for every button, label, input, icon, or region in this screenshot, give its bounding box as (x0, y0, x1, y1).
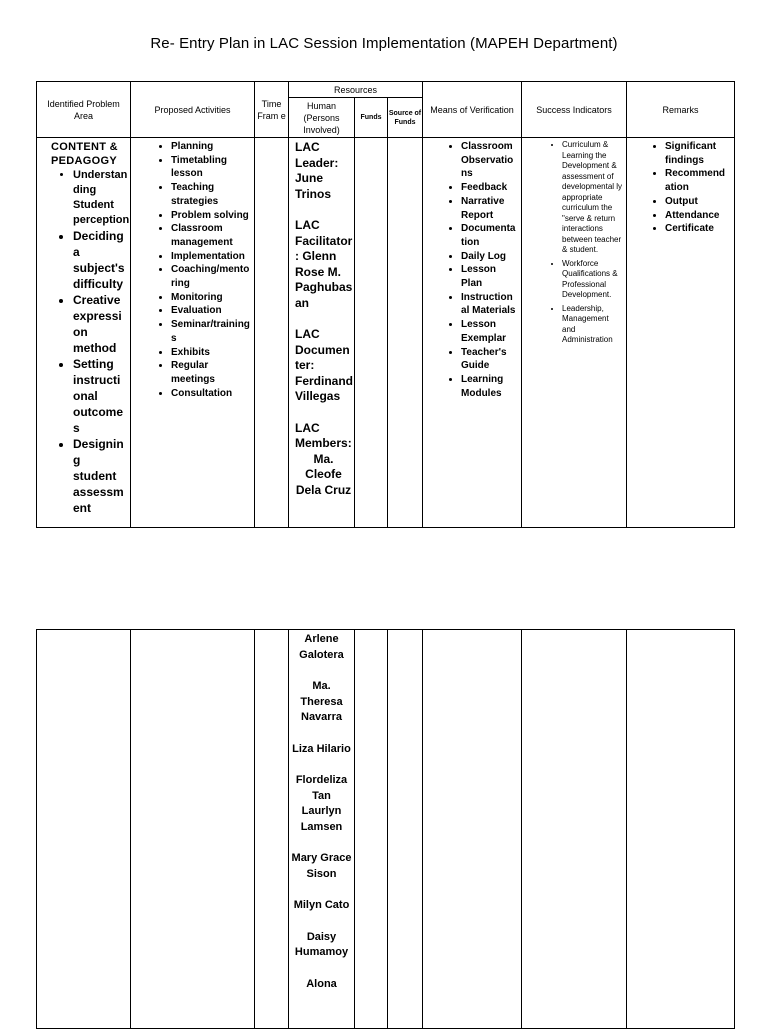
human-cell (289, 138, 355, 528)
plan-table-page-1 (36, 81, 735, 528)
list-item: • Narrative Report (461, 195, 519, 222)
remarks-cell (627, 630, 735, 1029)
list-item: • Understan ding Student perception (73, 168, 126, 228)
list-item: • Problem solving (171, 209, 252, 223)
success-indicators-cell (522, 630, 627, 1029)
source-of-funds-cell (388, 138, 423, 528)
list-item: • Coaching/mento ring (171, 263, 252, 290)
list-item: • Leadership, Management and Administration (562, 304, 624, 346)
list-item: • Consultation (171, 387, 252, 401)
list-item: • Creative expressi on method (73, 292, 126, 356)
list-item: • Implementation (171, 250, 252, 264)
list-item: • Learning Modules (461, 373, 519, 400)
header-human: Human (Persons Involved) (289, 98, 355, 138)
list-item: • Deciding a subject's difficulty (73, 228, 126, 292)
proposed-activities-cell (131, 630, 255, 1029)
header-problem-area: Identified Problem Area (37, 82, 131, 138)
list-item: • Output (665, 195, 732, 209)
lac-member: Milyn Cato (293, 899, 350, 911)
lac-member: Ma. Theresa Navarra (300, 680, 343, 723)
header-remarks: Remarks (627, 82, 735, 138)
list-item: • Lesson Plan (461, 263, 519, 290)
list-item: • Seminar/training s (171, 318, 252, 345)
remarks-cell (627, 138, 735, 528)
lac-members-label: LAC Members: (295, 420, 352, 450)
list-item: • Attendance (665, 209, 732, 223)
list-item: • Feedback (461, 181, 519, 195)
funds-cell (355, 138, 388, 528)
list-item: • Designin g student assessm ent (73, 436, 126, 516)
problem-area-list (51, 168, 130, 516)
list-item: • Evaluation (171, 304, 252, 318)
proposed-activities-list (153, 140, 252, 400)
header-resources: Resources (289, 82, 423, 98)
list-item: • Documenta tion (461, 222, 519, 249)
lac-member: Arlene Galotera (299, 633, 344, 661)
list-item: • Setting instructi onal outcome s (73, 356, 126, 436)
header-proposed-activities: Proposed Activities (131, 82, 255, 138)
list-item: • Daily Log (461, 250, 519, 264)
list-item: • Workforce Qualifications & Professional Development. (562, 259, 624, 301)
header-funds: Funds (355, 98, 388, 138)
lac-facilitator: LAC Facilitator : Glenn Rose M. Paghubas an (295, 218, 353, 310)
lac-documenter: LAC Documen ter: Ferdinand Villegas (295, 327, 354, 403)
remarks-list (649, 140, 732, 236)
list-item: • Lesson Exemplar (461, 318, 519, 345)
proposed-activities-cell (131, 138, 255, 528)
means-of-verification-list (445, 140, 519, 400)
means-of-verification-cell (423, 630, 522, 1029)
list-item: • Classroom management (171, 222, 252, 249)
human-cell (289, 630, 355, 1029)
list-item: • Exhibits (171, 346, 252, 360)
lac-member: Liza Hilario (292, 742, 351, 755)
time-frame-cell (255, 630, 289, 1029)
funds-cell (355, 630, 388, 1029)
success-indicators-cell (522, 138, 627, 528)
list-item: • Teaching strategies (171, 181, 252, 208)
plan-table-page-2 (36, 629, 735, 1029)
lac-member: Alona (306, 977, 337, 990)
lac-member: Ma. Cleofe Dela Cruz (295, 451, 352, 497)
list-item: • Significant findings (665, 140, 732, 167)
list-item: • Regular meetings (171, 359, 252, 386)
problem-area-cell (37, 630, 131, 1029)
source-of-funds-cell (388, 630, 423, 1029)
header-source-of-funds: Source of Funds (388, 98, 423, 138)
success-indicators-list (544, 140, 624, 346)
list-item: • Certificate (665, 222, 732, 236)
lac-leader: LAC Leader: June Trinos (295, 140, 339, 201)
header-means-of-verification: Means of Verification (423, 82, 522, 138)
list-item: • Curriculum & Learning the Development & assessment of developmental ly appropriate curriculum the "serve & return interactions between teacher & student. (562, 140, 624, 256)
lac-member: Flordeliza Tan Laurlyn Lamsen (295, 774, 348, 833)
header-success-indicators: Success Indicators (522, 82, 627, 138)
lac-member: Daisy Humamoy (294, 930, 349, 958)
list-item: • Planning (171, 140, 252, 154)
list-item: • Monitoring (171, 291, 252, 305)
lac-member: Mary Grace Sison (291, 852, 352, 880)
page-title: Re- Entry Plan in LAC Session Implementation (MAPEH Department) (150, 35, 618, 52)
problem-area-cell (37, 138, 131, 528)
header-time-frame: Time Fram e (255, 82, 289, 138)
list-item: • Teacher's Guide (461, 346, 519, 373)
list-item: • Classroom Observatio ns (461, 140, 519, 181)
list-item: • Timetabling lesson (171, 154, 252, 181)
time-frame-cell (255, 138, 289, 528)
list-item: • Instruction al Materials (461, 291, 519, 318)
problem-area-heading: CONTENT & PEDAGOGY (51, 141, 118, 167)
means-of-verification-cell (423, 138, 522, 528)
list-item: • Recommend ation (665, 167, 732, 194)
